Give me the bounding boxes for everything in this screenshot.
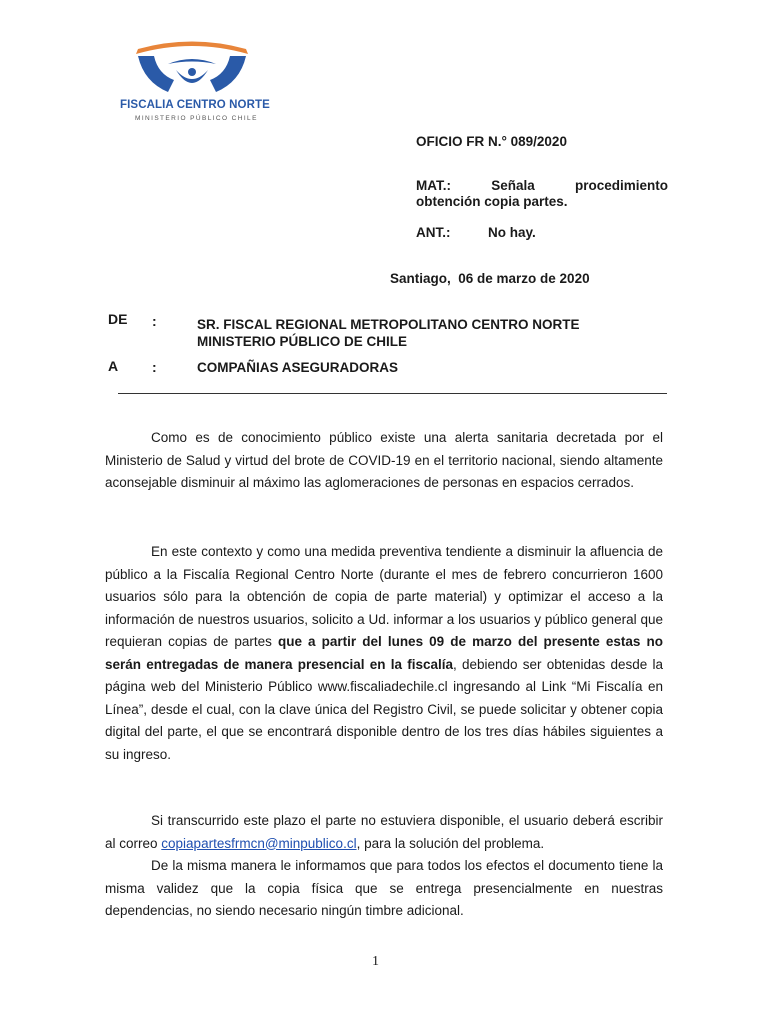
mat-label: MAT.: [416,178,451,193]
fiscalia-logo [118,40,278,126]
ant-label: ANT.: [416,225,451,240]
oficio-number: OFICIO FR N.° 089/2020 [416,134,567,149]
logo-title: FISCALIA CENTRO NORTE [120,99,270,111]
paragraph-1-text: Como es de conocimiento público existe una alerta sanitaria decretada por el Ministerio de Salud y virtud del brote de COVID-19 en el territorio nacional, siendo altamente aconsejable disminuir al máximo las aglomeraciones de personas en espacios cerrados. [105,430,663,490]
paragraph-2-text-b: , debiendo ser obtenidas desde la página web del Ministerio Público www.fiscaliadechile.cl ingresando al Link “Mi Fiscalía en Línea”, desde el cual, con la clave única del Registro Civil, se puede solicitar y obtener copia digital del parte, el que se encontrará disponible dentro de los tres días hábiles siguientes a su ingreso. [105,656,663,762]
ant-value: No hay. [488,225,536,240]
paragraph-3-text-a: Si transcurrido este plazo el parte no estuviera disponible, el usuario deberá escribir al correo [105,813,663,851]
logo-subtitle: MINISTERIO PÚBLICO CHILE [135,115,258,122]
a-label: A [108,358,119,374]
paragraph-2-bold: que a partir del lunes 09 de marzo del presente estas no serán entregadas de manera presencial en la fiscalía [105,634,664,672]
paragraph-2 [105,541,663,766]
a-colon: : [152,359,157,375]
de-label: DE [108,311,128,327]
mat-word-2: procedimiento [574,178,668,193]
de-colon: : [152,313,157,329]
sender [197,316,580,350]
paragraph-1 [105,427,663,495]
paragraph-3-text-b: , para la solución del problema. [356,835,545,851]
fiscalia-emblem-icon [132,40,252,98]
paragraph-3 [105,810,663,855]
document-date: Santiago, 06 de marzo de 2020 [390,271,590,286]
sender-line2: MINISTERIO PÚBLICO DE CHILE [197,334,408,349]
paragraph-4-text: De la misma manera le informamos que para todos los efectos el documento tiene la misma validez que la copia física que se entrega presencialmente en nuestras dependencias, no siendo necesario ningún timbre adicional. [105,858,663,918]
mat-block [416,178,668,210]
email-link[interactable]: copiapartesfrmcn@minpublico.cl [161,835,357,851]
paragraph-4 [105,855,663,923]
recipient: COMPAÑIAS ASEGURADORAS [197,360,399,375]
mat-line2: obtención copia partes. [416,194,568,209]
page-number: 1 [372,954,379,969]
mat-word-1: Señala [491,178,535,193]
paragraph-2-text-a: En este contexto y como una medida preventiva tendiente a disminuir la afluencia de público a la Fiscalía Regional Centro Norte (durante el mes de febrero concurrieron 1600 usuarios sólo para la obtención de copia de parte material) y optimizar el acceso a la información de nuestros usuarios, solicito a Ud. informar a los usuarios y público general que requieran copias de partes [105,544,663,649]
divider-line [118,393,667,394]
sender-line1: SR. FISCAL REGIONAL METROPOLITANO CENTRO NORTE [197,317,580,332]
